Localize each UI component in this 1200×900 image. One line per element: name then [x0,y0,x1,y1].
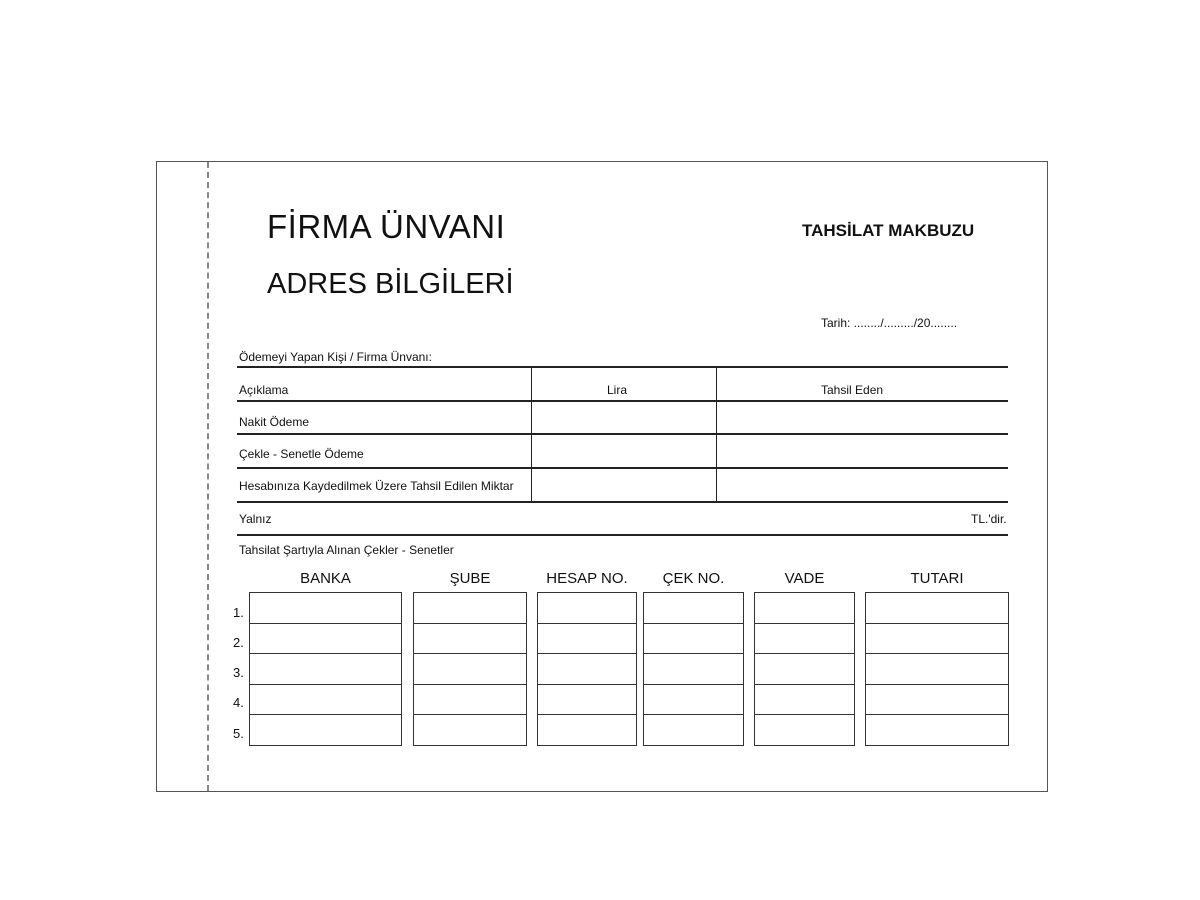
date-field[interactable]: Tarih: ......../........./20........ [821,316,958,330]
lira-label: Lira [607,383,628,397]
row-number: 4. [233,695,244,710]
cheque-payment-label: Çekle - Senetle Ödeme [239,447,364,461]
cell-account-no-2[interactable] [537,623,637,655]
column-header-amount: TUTARI [910,570,964,587]
column-header-bank: BANKA [300,570,351,587]
column-separator [531,366,532,501]
cell-cheque-no-1[interactable] [643,592,744,624]
column-header-branch: ŞUBE [449,570,491,587]
divider [237,366,1008,368]
cell-cheque-no-5[interactable] [643,714,744,746]
column-header-account-no: HESAP NO. [546,570,628,587]
cell-amount-2[interactable] [865,623,1009,655]
cell-branch-1[interactable] [413,592,527,624]
cell-amount-3[interactable] [865,653,1009,685]
row-number: 5. [233,726,244,741]
cell-branch-2[interactable] [413,623,527,655]
row-number: 2. [233,635,244,650]
cell-account-no-5[interactable] [537,714,637,746]
cell-due-date-2[interactable] [754,623,855,655]
cell-due-date-4[interactable] [754,684,855,716]
cell-cheque-no-2[interactable] [643,623,744,655]
cell-account-no-4[interactable] [537,684,637,716]
company-name: FİRMA ÜNVANI [267,208,506,245]
cash-payment-label: Nakit Ödeme [239,415,310,429]
perforation-line [207,162,209,791]
cell-cheque-no-3[interactable] [643,653,744,685]
cell-account-no-1[interactable] [537,592,637,624]
row-number: 3. [233,665,244,680]
row-number: 1. [233,605,244,620]
cheques-section-label: Tahsilat Şartıyla Alınan Çekler - Senetler [239,543,454,557]
column-separator [716,366,717,501]
cell-branch-5[interactable] [413,714,527,746]
cell-branch-4[interactable] [413,684,527,716]
in-words-label: Yalnız [239,512,272,526]
tl-suffix: TL.'dir. [971,512,1007,526]
cell-bank-5[interactable] [249,714,402,746]
description-label: Açıklama [239,383,289,397]
divider [237,400,1008,402]
divider [237,467,1008,469]
divider [237,501,1008,503]
cell-amount-4[interactable] [865,684,1009,716]
cell-bank-2[interactable] [249,623,402,655]
divider [237,433,1008,435]
cell-account-no-3[interactable] [537,653,637,685]
collector-label: Tahsil Eden [821,383,884,397]
cell-amount-5[interactable] [865,714,1009,746]
divider [237,534,1008,536]
company-address: ADRES BİLGİLERİ [267,268,514,300]
cell-amount-1[interactable] [865,592,1009,624]
column-header-due-date: VADE [784,570,825,587]
column-header-cheque-no: ÇEK NO. [662,570,725,587]
cell-bank-1[interactable] [249,592,402,624]
cell-bank-3[interactable] [249,653,402,685]
account-credit-label: Hesabınıza Kaydedilmek Üzere Tahsil Edilen Miktar [239,479,514,493]
cell-bank-4[interactable] [249,684,402,716]
payer-label: Ödemeyi Yapan Kişi / Firma Ünvanı: [239,350,432,364]
cell-branch-3[interactable] [413,653,527,685]
document-title: TAHSİLAT MAKBUZU [802,221,975,240]
cell-cheque-no-4[interactable] [643,684,744,716]
receipt-sheet [156,161,1048,792]
cell-due-date-3[interactable] [754,653,855,685]
cell-due-date-5[interactable] [754,714,855,746]
cell-due-date-1[interactable] [754,592,855,624]
